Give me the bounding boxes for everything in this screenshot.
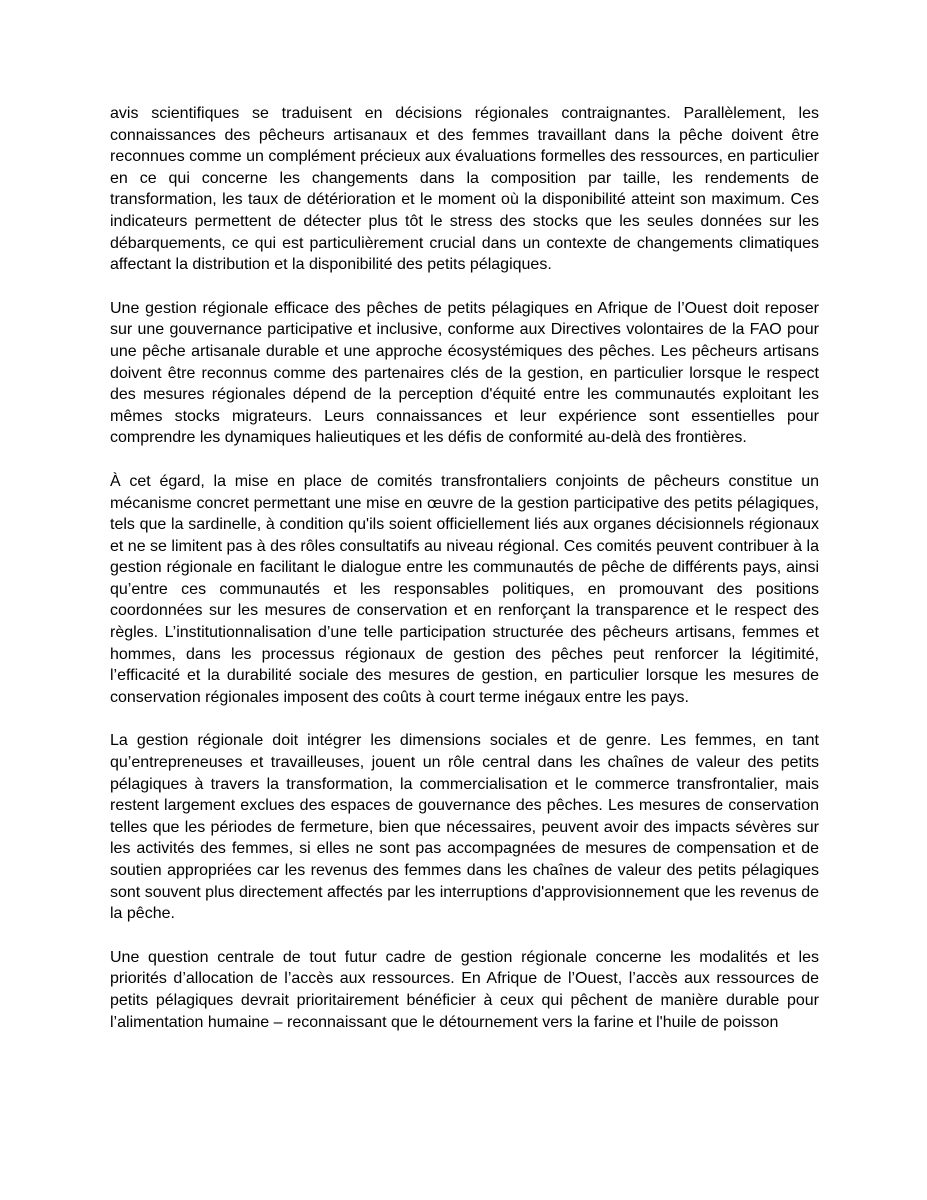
paragraph-1: avis scientifiques se traduisent en décisions régionales contraignantes. Parallèlement, les connaissances des pêcheurs artisanaux et des femmes travaillant dans la pêche doivent être reconnues comme un complément précieux aux évaluations formelles des ressources, en particulier en ce qui concerne les changements dans la composition par taille, les rendements de transformation, les taux de détérioration et le moment où la disponibilité atteint son maximum. Ces indicateurs permettent de détecter plus tôt le stress des stocks que les seules données sur les débarquements, ce qui est particulièrement crucial dans un contexte de changements climatiques affectant la distribution et la disponibilité des petits pélagiques. — [110, 105, 819, 274]
paragraph-5: Une question centrale de tout futur cadre de gestion régionale concerne les modalités et les priorités d’allocation de l’accès aux ressources. En Afrique de l’Ouest, l’accès aux ressources de petits pélagiques devrait prioritairement bénéficier à ceux qui pêchent de manière durable pour l’alimentation humaine – reconnaissant que le détournement vers la farine et l'huile de poisson — [110, 948, 819, 1031]
paragraph-2: Une gestion régionale efficace des pêches de petits pélagiques en Afrique de l’Ouest doit reposer sur une gouvernance participative et inclusive, conforme aux Directives volontaires de la FAO pour une pêche artisanale durable et une approche écosystémiques des pêches. Les pêcheurs artisans doivent être reconnus comme des partenaires clés de la gestion, en particulier lorsque le respect des mesures régionales dépend de la perception d'équité entre les communautés exploitant les mêmes stocks migrateurs. Leurs connaissances et leur expérience sont essentielles pour comprendre les dynamiques halieutiques et les défis de conformité au-delà des frontières. — [110, 299, 819, 447]
document-page — [110, 103, 819, 1033]
paragraph-3: À cet égard, la mise en place de comités transfrontaliers conjoints de pêcheurs constitue un mécanisme concret permettant une mise en œuvre de la gestion participative des petits pélagiques, tels que la sardinelle, à condition qu'ils soient officiellement liés aux organes décisionnels régionaux et ne se limitent pas à des rôles consultatifs au niveau régional. Ces comités peuvent contribuer à la gestion régionale en facilitant le dialogue entre les communautés de pêche de différents pays, ainsi qu’entre ces communautés et les responsables politiques, en promouvant des positions coordonnées sur les mesures de conservation et en renforçant la transparence et le respect des règles. L’institutionnalisation d’une telle participation structurée des pêcheurs artisans, femmes et hommes, dans les processus régionaux de gestion des pêches peut renforcer la légitimité, l’efficacité et la durabilité sociale des mesures de gestion, en particulier lorsque les mesures de conservation régionales imposent des coûts à court terme inégaux entre les pays. — [110, 472, 819, 706]
paragraph-4: La gestion régionale doit intégrer les dimensions sociales et de genre. Les femmes, en tant qu’entrepreneuses et travailleuses, jouent un rôle central dans les chaînes de valeur des petits pélagiques à travers la transformation, la commercialisation et le commerce transfrontalier, mais restent largement exclues des espaces de gouvernance des pêches. Les mesures de conservation telles que les périodes de fermeture, bien que nécessaires, peuvent avoir des impacts sévères sur les activités des femmes, si elles ne sont pas accompagnées de mesures de compensation et de soutien appropriées car les revenus des femmes dans les chaînes de valeur des petits pélagiques sont souvent plus directement affectés par les interruptions d'approvisionnement que les revenus de la pêche. — [110, 732, 819, 923]
